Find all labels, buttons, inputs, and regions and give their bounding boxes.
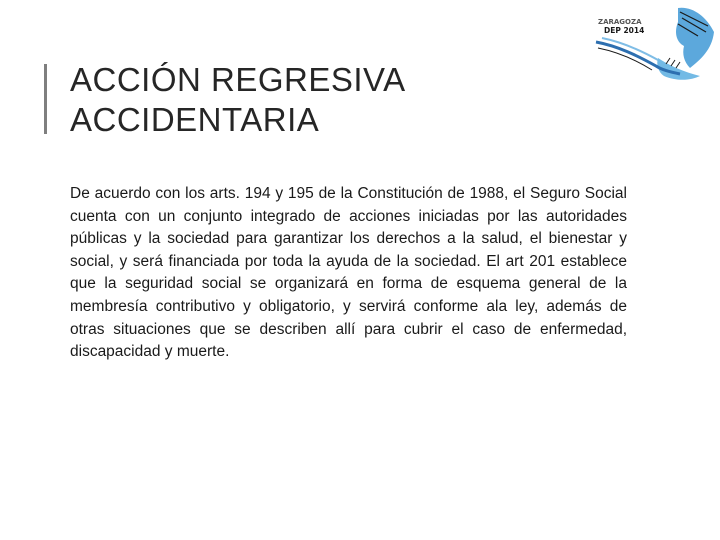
event-logo-icon — [588, 2, 716, 86]
logo-text-line-1: ZARAGOZA — [598, 18, 642, 26]
slide-title — [70, 60, 490, 140]
slide-title-line-2: ACCIDENTARIA — [70, 101, 320, 138]
slide-body-text: De acuerdo con los arts. 194 y 195 de la Constitución de 1988, el Seguro Social cuenta con un conjunto integrado de acciones iniciadas por las autoridades públicas y la sociedad para garantizar los derechos a la salud, el bienestar y social, y será financiada por toda la ayuda de la sociedad. El art 201 establece que la seguridad social se organizará en forma de esquema general de la membresía contributivo y obligatorio, y servirá conforme ala ley, además de otras situaciones que se describen allí para cubrir el caso de enfermedad, discapacidad y muerte. — [70, 185, 627, 361]
logo-text-line-2: DEP 2014 — [604, 26, 645, 35]
slide-title-line-1: ACCIÓN REGRESIVA — [70, 61, 406, 98]
title-accent-bar — [44, 64, 47, 134]
